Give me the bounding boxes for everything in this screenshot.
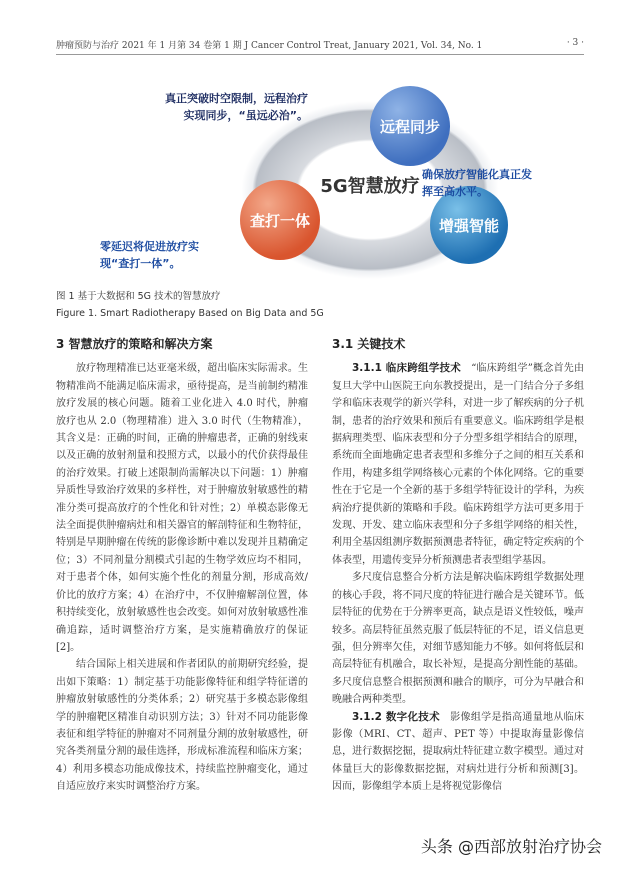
callout-left: 零延迟将促进放疗实 现“查打一体”。 <box>100 240 199 270</box>
subsubsection-title: 3.1.2 数字化技术 <box>352 710 440 723</box>
paragraph: 多尺度信息整合分析方法是解决临床跨组学数据处理的核心手段，将不同尺度的特征进行融合是关键环节。低层特征的优势在于分辨率更高，缺点是语义性较低，噪声较多。高层特征虽然克服了低层特征的不足，语义信息更强，但分辨率欠佳，对细节感知能力不够。如何将低层和高层特征有机融合，取长补短，是提高分割性能的基础。多尺度信息整合根据预测和融合的顺序，可分为早融合和晚融合两种类型。 <box>332 572 584 706</box>
left-column <box>56 336 308 796</box>
bubble-detect-treat: 查打一体 <box>240 180 320 260</box>
subsubsection-title: 3.1.1 临床跨组学技术 <box>352 362 461 375</box>
caption-zh: 图 1 基于大数据和 5G 技术的智慧放疗 <box>56 291 221 302</box>
bubble-enhanced-intelligence: 增强智能 <box>430 186 508 264</box>
header-rule <box>56 54 584 55</box>
caption-en: Figure 1. Smart Radiotherapy Based on Big Data and 5G <box>56 308 324 319</box>
callout-top: 真正突破时空限制，远程治疗 实现同步，“虽远必治”。 <box>165 92 308 122</box>
callout-right: 确保放疗智能化真正发 挥至高水平。 <box>422 168 532 198</box>
running-header <box>56 38 584 51</box>
page-number: · 3 · <box>566 38 584 48</box>
section-title: 3 智慧放疗的策略和解决方案 <box>56 337 213 351</box>
watermark: 头条 @西部放射治疗协会 <box>417 834 606 857</box>
journal-citation: 肿瘤预防与治疗 2021 年 1 月第 34 卷第 1 期 J Cancer Control Treat, January 2021, Vol. 34, No. 1 <box>56 41 483 51</box>
right-column <box>332 336 584 796</box>
paragraph: 影像组学是指高通量地从临床影像（MRI、CT、超声、PET 等）中提取海量影像信息，进行数据挖掘，提取病灶特征建立数字模型。通过对体量巨大的影像数据挖掘，对病灶进行分析和预测[3]。因而，影像组学本质上是将视觉影像信 <box>332 711 584 793</box>
subsection-title: 3.1 关键技术 <box>332 337 406 351</box>
bubble-remote-sync: 远程同步 <box>370 86 450 166</box>
paragraph: 放疗物理精准已达亚毫米级，超出临床实际需求。生物精准尚不能满足临床需求，亟待提高，是当前制约精准放疗发展的核心问题。随着工业化进入 4.0 时代，肿瘤放疗也从 2.0（物理精准）进入 3.0 时代（生物精准），其含义是：正确的时间，正确的肿瘤患者，正确的射线束以及正确的放射剂量和投照方式，以最小的代价获得最佳的治疗效果。打破上述限制尚需解决以下问题：1）肿瘤异质性导致治疗效果的多样性，对于肿瘤放射敏感性的精准分类可提高放疗的个性化和针对性；2）单模态影像无法全面提供肿瘤病灶和相关器官的解剖特征和生物特征，特别是早期肿瘤在传统的影像诊断中难以发现并且精确定位；3）不同剂量分割模式引起的生物学效应均不相同，对于患者个体，如何实施个性化的剂量分割，形成高效/价比的放疗方案；4）在治疗中，不仅肿瘤解剖位置，体积持续变化，放射敏感性也会改变。如何对放射敏感性准确追踪，适时调整治疗方案，是实施精确放疗的保证[2]。 <box>56 363 308 653</box>
figure-center-label: 5G智慧放疗 <box>320 176 420 197</box>
paragraph: “临床跨组学”概念首先由复旦大学中山医院王向东教授提出，是一门结合分子多组学和临床表观学的新兴学科，对进一步了解疾病的分子机制，患者的治疗效果和预后有重要意义。临床跨组学是根据病理类型、临床表型和分子分型多组学相结合的原理，系统而全面地确定患者表型和多维分子之间的相互关系和作用，构建多组学网络核心元素的个体化网络。它的重要性在于它是一个全新的基于多组学特征设计的学科，为疾病治疗提供新的策略和手段。临床跨组学方法可更多用于发现、开发、建立临床表型和分子多组学网络的相关性，利用全基因组测序数据预测患者特征，确定特定疾病的个体表型，用遗传变异分析预测患者表型组学基因。 <box>332 363 584 566</box>
paragraph: 结合国际上相关进展和作者团队的前期研究经验，提出如下策略：1）制定基于功能影像特征和组学特征谱的肿瘤放射敏感性的分类体系；2）研究基于多模态影像组学的肿瘤靶区精准自动识别方法；3）针对不同功能影像表征和组学特征的肿瘤对不同剂量分割的放射敏感性，研究各类剂量分割的最佳选择，形成标准流程和临床方案；4）利用多模态功能成像技术，持续监控肿瘤变化，通过自适应放疗来实时调整治疗方案。 <box>56 659 308 793</box>
figure-caption <box>56 288 584 322</box>
figure-smart-radiotherapy <box>90 68 560 283</box>
